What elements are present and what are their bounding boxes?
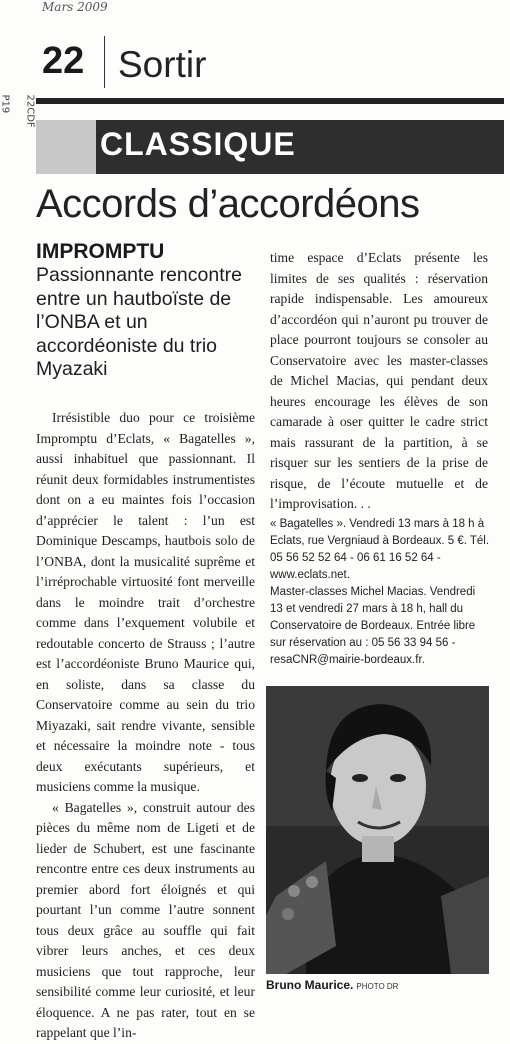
portrait-illustration xyxy=(266,686,489,974)
rubric-band-accent xyxy=(36,120,96,174)
photo-caption xyxy=(266,978,398,992)
margin-code-2: 22CDF xyxy=(24,94,36,128)
article-deck: Passionnante rencontre entre un hautboïste de l’ONBA et un accordéoniste du trio Myazaki xyxy=(36,264,242,381)
header-separator xyxy=(104,36,105,88)
rubric-label: CLASSIQUE xyxy=(100,126,296,162)
header-rule xyxy=(36,98,504,104)
portrait-photo xyxy=(266,686,489,974)
photo-credit: PHOTO DR xyxy=(356,982,399,991)
body-paragraph-2: « Bagatelles », construit autour des pièces du même nom de Ligeti et de lieder de Schubert, est une fascinante rencontre entre ces deux instruments au premier abord fort éloignés et qui pourtant l’un comme l’autre sonnent tous deux grâce au souffle qui fait vibrer leurs anches, et ces deux musiciens que tout rapproche, leur sensibilité comme leur curiosité, et leur éloquence. A ne pas rater, tout en se rappelant que l’in- xyxy=(36,799,255,1040)
page-number: 22 xyxy=(42,40,85,82)
article-headline: Accords d’accordéons xyxy=(36,182,420,226)
section-title: Sortir xyxy=(118,44,207,85)
event-info-masterclasses: Master-classes Michel Macias. Vendredi 13 et vendredi 27 mars à 18 h, hall du Conservatoire de Bordeaux. Entrée libre sur réservation au : 05 56 33 94 56 - resaCNR@mairie-bordeaux.fr. xyxy=(270,586,476,666)
deck-label: IMPROMPTU xyxy=(36,240,165,263)
event-info xyxy=(270,516,490,669)
margin-code-1: P19 xyxy=(0,94,11,114)
body-column-right xyxy=(270,248,488,515)
body-paragraph-3: time espace d’Eclats présente les limites de ses qualités : réservation rapide indispensable. Les amoureux d’accordéon qui n’auront pu trouver de place pourront toujours se consoler au Conservatoire avec les master-classes de Michel Macias, qui pendant deux heures encourage les élèves de son camarade à oser quitter le cadre strict mais rassurant de la partition, à se risquer sur les sentiers de la prise de risque, de l’écoute mutuelle et de l’improvisation. . . xyxy=(270,250,488,511)
event-info-bagatelles: « Bagatelles ». Vendredi 13 mars à 18 h à Eclats, rue Vergniaud à Bordeaux. 5 €. Tél. 05 56 52 52 64 - 06 61 16 52 64 - www.eclats.net. xyxy=(270,518,490,581)
body-column-left xyxy=(36,408,255,1044)
body-paragraph-1: Irrésistible duo pour ce troisième Impromptu d’Eclats, « Bagatelles », aussi inhabituel que passionnant. Il réunit deux formidables instrumentistes dont on a eu maintes fois l’occasion d’apprécier le talent : l’un est Dominique Descamps, hautbois solo de l’ONBA, dont la musicalité suprême et l’irréprochable virtuosité font merveille dans le moindre trait d’orchestre comme dans l’exquement volubile et redoutable concerto de Strauss ; l’autre est l’accordéoniste Bruno Maurice qui, en soliste, dans sa classe du Conservatoire comme au sein du trio Miyazaki, sait rendre vivante, sensible et nécessaire la moindre note - tous deux exécutants supérieurs, et musiciens comme la musique. xyxy=(36,410,255,794)
handwritten-date-note: Mars 2009 xyxy=(42,0,108,14)
photo-caption-name: Bruno Maurice. xyxy=(266,978,354,992)
